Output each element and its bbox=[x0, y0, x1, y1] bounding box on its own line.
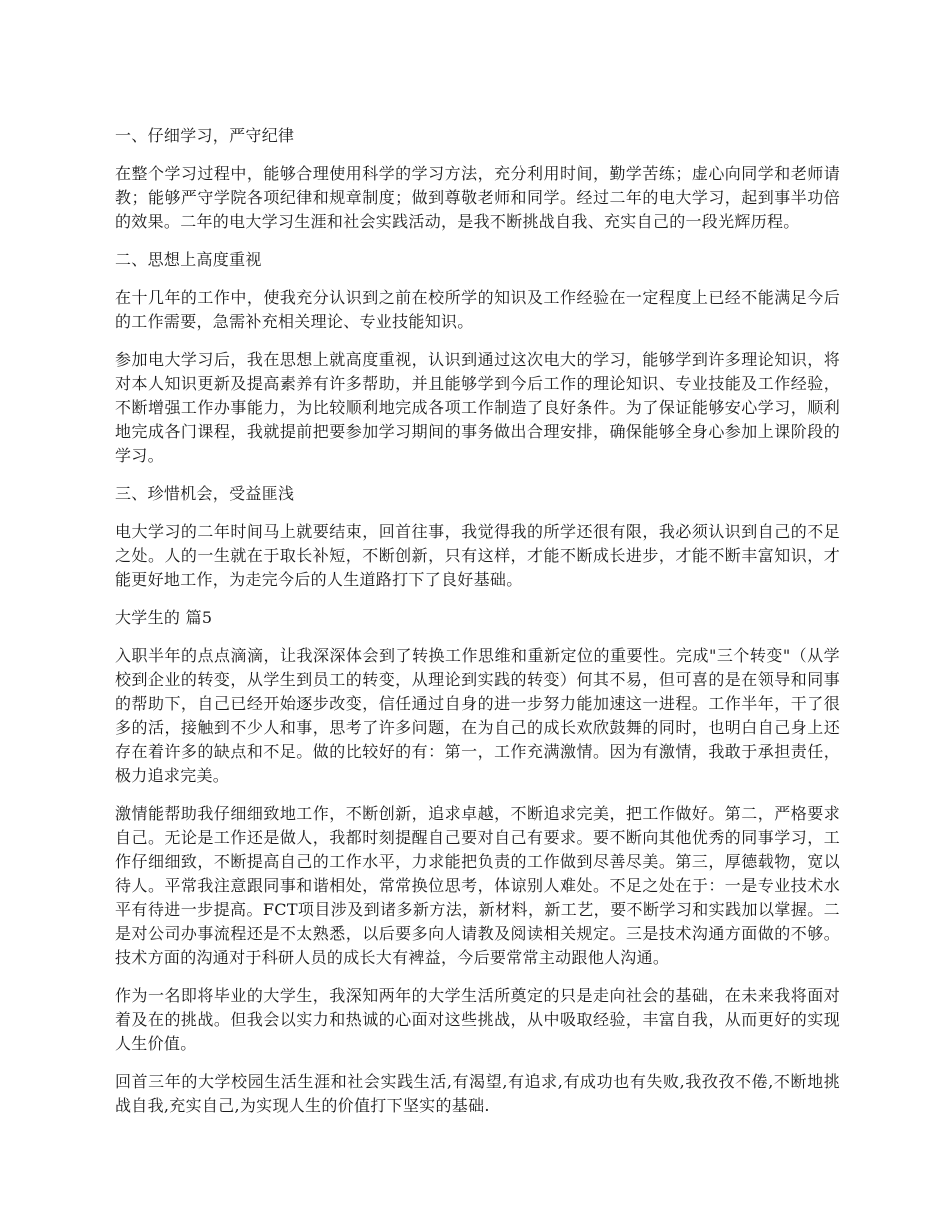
paragraph-8: 回首三年的大学校园生活生涯和社会实践生活,有渴望,有追求,有成功也有失败,我孜孜不倦,不断地挑战自我,充实自己,为实现人生的价值打下坚实的基础. bbox=[115, 1072, 840, 1115]
section-heading-3: 三、珍惜机会，受益匪浅 bbox=[115, 484, 295, 503]
document-page bbox=[115, 124, 840, 1132]
section-heading-1: 一、仔细学习，严守纪律 bbox=[115, 126, 295, 145]
section-heading-4: 大学生的 篇5 bbox=[115, 608, 213, 627]
paragraph-6: 激情能帮助我仔细细致地工作，不断创新，追求卓越，不断追求完美，把工作做好。第二，严格要求自己。无论是工作还是做人，我都时刻提醒自己要对自己有要求。要不断向其他优秀的同事学习，工作仔细细致，不断提高自己的工作水平，力求能把负责的工作做到尽善尽美。第三，厚德载物，宽以待人。平常我注意跟同事和谐相处，常常换位思考，体谅别人难处。不足之处在于：一是专业技术水平有待进一步提高。FCT项目涉及到诸多新方法，新材料，新工艺，要不断学习和实践加以掌握。二是对公司办事流程还是不太熟悉，以后要多向人请教及阅读相关规定。三是技术沟通方面做的不够。技术方面的沟通对于科研人员的成长大有裨益，今后要常常主动跟他人沟通。 bbox=[115, 804, 840, 967]
paragraph-1: 在整个学习过程中，能够合理使用科学的学习方法，充分利用时间，勤学苦练；虚心向同学和老师请教；能够严守学院各项纪律和规章制度；做到尊敬老师和同学。经过二年的电大学习，起到事半功倍的效果。二年的电大学习生涯和社会实践活动，是我不断挑战自我、充实自己的一段光辉历程。 bbox=[115, 164, 840, 231]
paragraph-5: 入职半年的点点滴滴，让我深深体会到了转换工作思维和重新定位的重要性。完成"三个转变"（从学校到企业的转变，从学生到员工的转变，从理论到实践的转变）何其不易，但可喜的是在领导和同事的帮助下，自己已经开始逐步改变，信任通过自身的进一步努力能加速这一进程。工作半年，干了很多的活，接触到不少人和事，思考了许多问题，在为自己的成长欢欣鼓舞的同时，也明白自己身上还存在着许多的缺点和不足。做的比较好的有：第一，工作充满激情。因为有激情，我敢于承担责任，极力追求完美。 bbox=[115, 646, 840, 785]
paragraph-2: 在十几年的工作中，使我充分认识到之前在校所学的知识及工作经验在一定程度上已经不能满足今后的工作需要，急需补充相关理论、专业技能知识。 bbox=[115, 288, 840, 331]
paragraph-7: 作为一名即将毕业的大学生，我深知两年的大学生活所奠定的只是走向社会的基础，在未来我将面对着及在的挑战。但我会以实力和热诚的心面对这些挑战，从中吸取经验，丰富自我，从而更好的实现人生价值。 bbox=[115, 986, 840, 1053]
paragraph-3: 参加电大学习后，我在思想上就高度重视，认识到通过这次电大的学习，能够学到许多理论知识，将对本人知识更新及提高素养有许多帮助，并且能够学到今后工作的理论知识、专业技能及工作经验，不断增强工作办事能力，为比较顺利地完成各项工作制造了良好条件。为了保证能够安心学习，顺利地完成各门课程，我就提前把要参加学习期间的事务做出合理安排，确保能够全身心参加上课阶段的学习。 bbox=[115, 350, 840, 465]
section-heading-2: 二、思想上高度重视 bbox=[115, 250, 262, 269]
paragraph-4: 电大学习的二年时间马上就要结束，回首往事，我觉得我的所学还很有限，我必须认识到自己的不足之处。人的一生就在于取长补短，不断创新，只有这样，才能不断成长进步，才能不断丰富知识，才能更好地工作，为走完今后的人生道路打下了良好基础。 bbox=[115, 522, 840, 589]
